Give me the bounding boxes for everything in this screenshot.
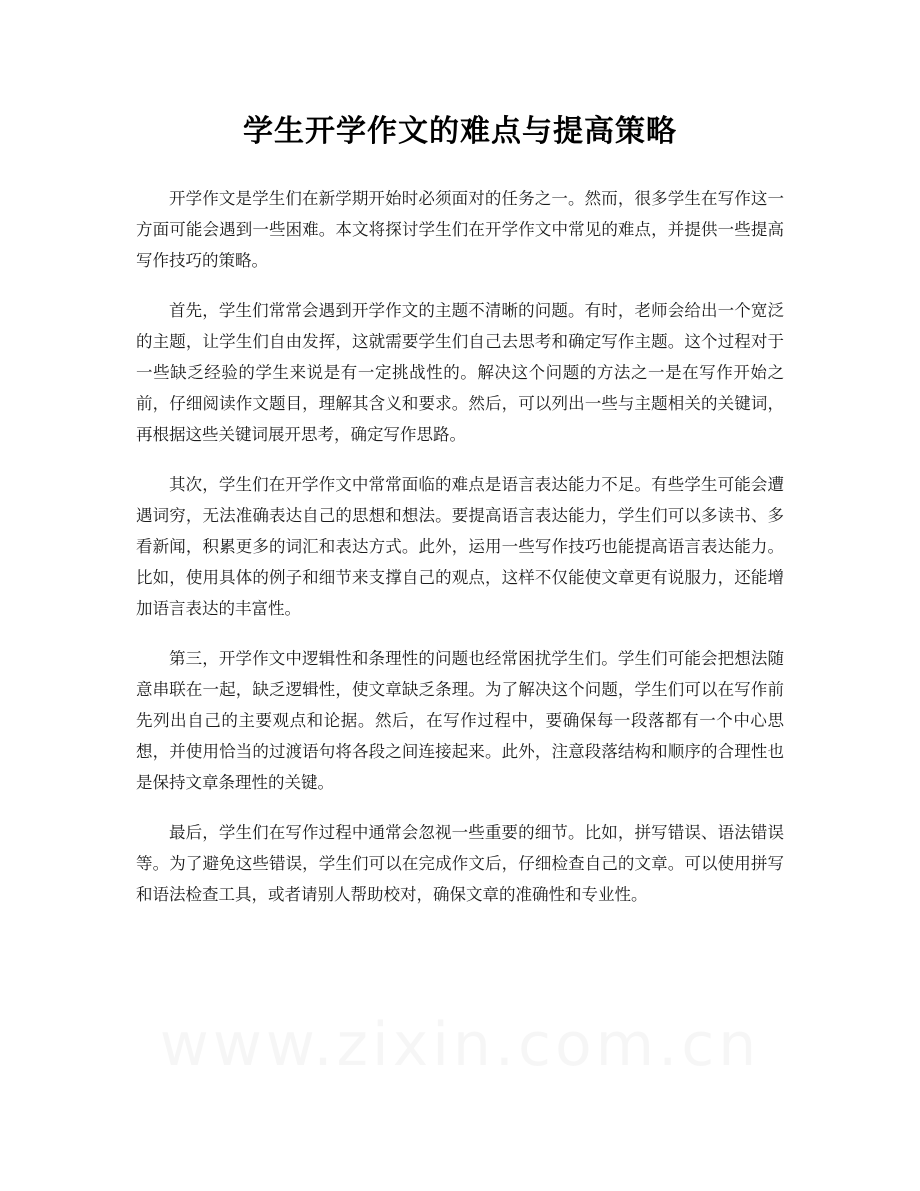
paragraph-language-expression: 其次，学生们在开学作文中常常面临的难点是语言表达能力不足。有些学生可能会遭遇词穷，无法准确表达自己的思想和想法。要提高语言表达能力，学生们可以多读书、多看新闻，积累更多的词汇和表达方式。此外，运用一些写作技巧也能提高语言表达能力。比如，使用具体的例子和细节来支撑自己的观点，这样不仅能使文章更有说服力，还能增加语言表达的丰富性。 [136,475,784,618]
paragraph-intro: 开学作文是学生们在新学期开始时必须面对的任务之一。然而，很多学生在写作这一方面可能会遇到一些困难。本文将探讨学生们在开学作文中常见的难点，并提供一些提高写作技巧的策略。 [136,189,784,270]
paragraph-logic-structure: 第三，开学作文中逻辑性和条理性的问题也经常困扰学生们。学生们可能会把想法随意串联在一起，缺乏逻辑性，使文章缺乏条理。为了解决这个问题，学生们可以在写作前先列出自己的主要观点和论据。然后，在写作过程中，要确保每一段落都有一个中心思想，并使用恰当的过渡语句将各段之间连接起来。此外，注意段落结构和顺序的合理性也是保持文章条理性的关键。 [136,649,784,792]
document-body [136,183,784,910]
paragraph-topic-difficulty: 首先，学生们常常会遇到开学作文的主题不清晰的问题。有时，老师会给出一个宽泛的主题，让学生们自由发挥，这就需要学生们自己去思考和确定写作主题。这个过程对于一些缺乏经验的学生来说是有一定挑战性的。解决这个问题的方法之一是在写作开始之前，仔细阅读作文题目，理解其含义和要求。然后，可以列出一些与主题相关的关键词，再根据这些关键词展开思考，确定写作思路。 [136,301,784,444]
paragraph-details-proofreading: 最后，学生们在写作过程中通常会忽视一些重要的细节。比如，拼写错误、语法错误等。为了避免这些错误，学生们可以在完成作文后，仔细检查自己的文章。可以使用拼写和语法检查工具，或者请别人帮助校对，确保文章的准确性和专业性。 [136,823,784,904]
document-title: 学生开学作文的难点与提高策略 [243,114,677,149]
watermark [0,1010,920,1080]
